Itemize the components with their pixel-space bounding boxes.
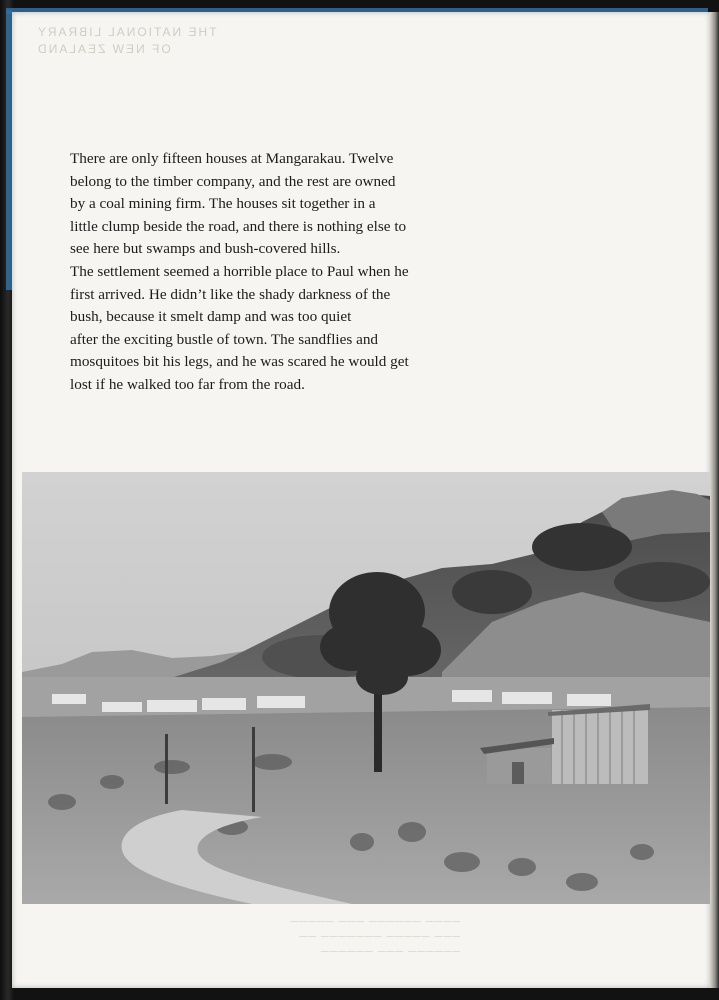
stamp-line: THE NATIONAL LIBRARY: [36, 25, 217, 39]
bush-patch: [532, 523, 632, 571]
text-line: lost if he walked too far from the road.: [70, 375, 305, 393]
power-pole: [252, 727, 255, 812]
show-through-text: ──── ────── ─── ───── ─── ───── ─────── ── ────── ─── ──────: [289, 916, 460, 958]
page-edge-right: [710, 12, 719, 988]
settlement-photograph: [22, 472, 710, 904]
text-line: mosquitoes bit his legs, and he was scared he would get: [70, 353, 409, 371]
text-line: first arrived. He didn’t like the shady darkness of the: [70, 285, 391, 303]
text-line: There are only fifteen houses at Mangarakau. Twelve: [70, 150, 394, 167]
text-line: The settlement seemed a horrible place to Paul when he: [70, 262, 409, 280]
tree-trunk: [374, 682, 382, 772]
text-line: after the exciting bustle of town. The sandflies and: [70, 330, 379, 348]
wooden-hut: [548, 704, 650, 784]
story-paragraph: [70, 148, 530, 397]
text-line: bush, because it smelt damp and was too quiet: [70, 308, 352, 326]
bush-patch: [614, 562, 710, 602]
text-line: by a coal mining firm. The houses sit together in a: [70, 195, 376, 213]
stamp-line: OF NEW ZEALAND: [36, 42, 171, 56]
power-pole: [165, 734, 168, 804]
text-line: little clump beside the road, and there is nothing else to: [70, 217, 407, 235]
bush-patch: [452, 570, 532, 614]
library-stamp-show-through: [36, 24, 246, 58]
text-line: belong to the timber company, and the rest are owned: [70, 172, 396, 190]
text-line: see here but swamps and bush-covered hills.: [70, 240, 341, 258]
